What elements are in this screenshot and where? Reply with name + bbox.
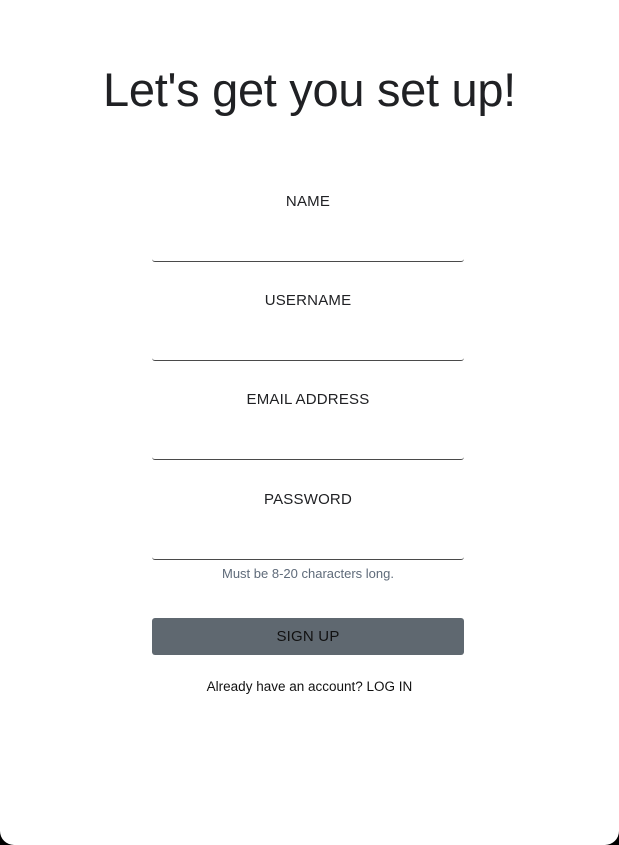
sign-up-button[interactable]: SIGN UP [152, 618, 464, 655]
password-input[interactable] [152, 530, 464, 560]
login-prompt [0, 679, 619, 695]
name-label: NAME [285, 193, 331, 210]
username-input[interactable] [152, 331, 464, 361]
page-title: Let's get you set up! [103, 63, 516, 116]
name-input[interactable] [152, 232, 464, 262]
email-label: EMAIL ADDRESS [246, 391, 370, 408]
login-prompt-text: Already have an account? [206, 679, 363, 694]
email-input[interactable] [152, 430, 464, 460]
username-label: USERNAME [264, 292, 352, 309]
log-in-link[interactable]: LOG IN [366, 679, 413, 694]
password-hint: Must be 8-20 characters long. [222, 566, 394, 581]
password-label: PASSWORD [264, 491, 352, 508]
